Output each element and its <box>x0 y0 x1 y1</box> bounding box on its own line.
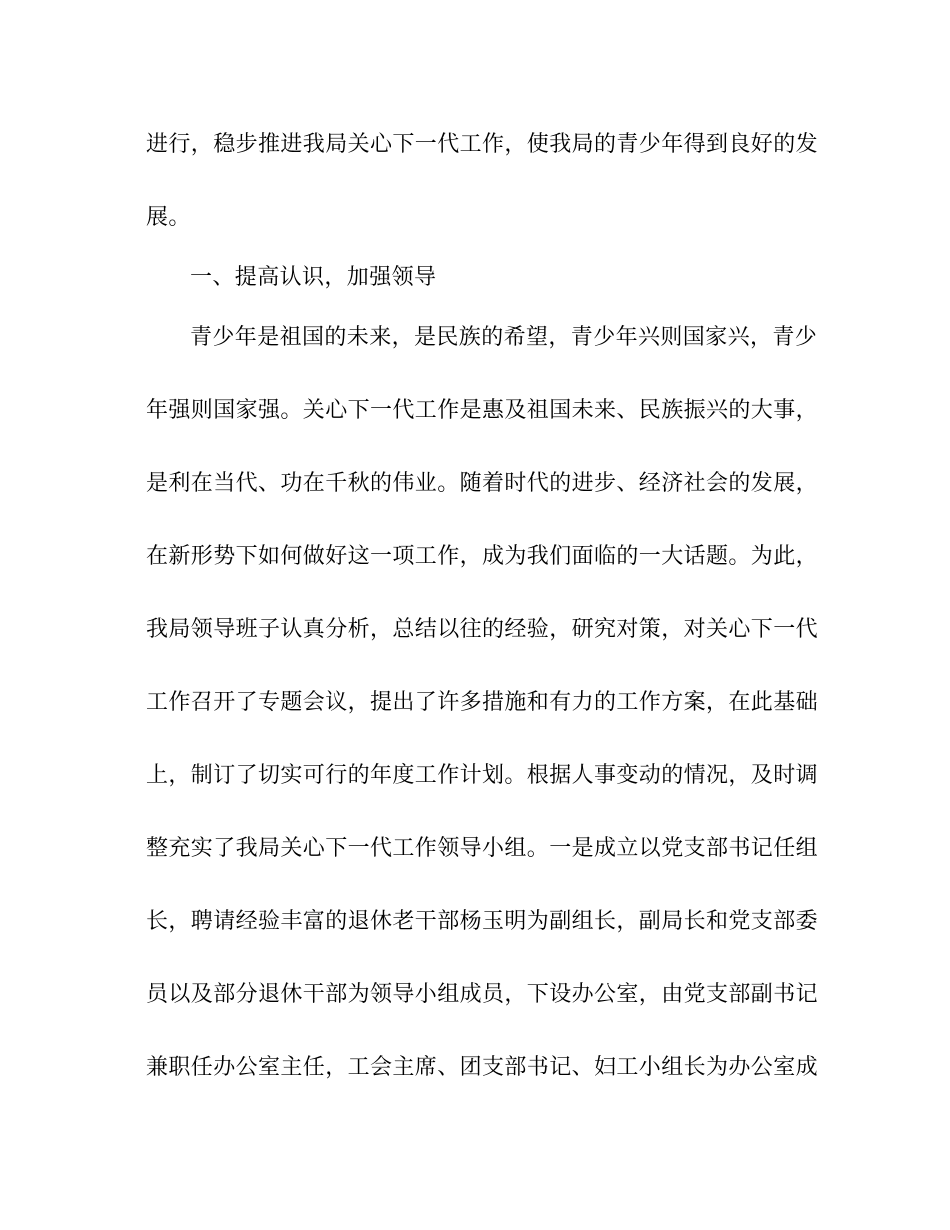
paragraph-line-6: 在新形势下如何做好这一项工作，成为我们面临的一大话题。为此， <box>146 544 819 569</box>
paragraph-line-1: 进行，稳步推进我局关心下一代工作，使我局的青少年得到良好的发 <box>146 132 819 157</box>
paragraph-line-7: 我局领导班子认真分析，总结以往的经验，研究对策，对关心下一代 <box>146 617 819 642</box>
paragraph-line-9: 上，制订了切实可行的年度工作计划。根据人事变动的情况，及时调 <box>146 763 819 788</box>
paragraph-line-10: 整充实了我局关心下一代工作领导小组。一是成立以党支部书记任组 <box>146 836 819 861</box>
paragraph-line-12: 员以及部分退休干部为领导小组成员，下设办公室，由党支部副书记 <box>146 982 819 1007</box>
paragraph-line-11: 长，聘请经验丰富的退休老干部杨玉明为副组长，副局长和党支部委 <box>146 909 819 934</box>
paragraph-line-5: 是利在当代、功在千秋的伟业。随着时代的进步、经济社会的发展， <box>146 471 819 496</box>
paragraph-line-8: 工作召开了专题会议，提出了许多措施和有力的工作方案，在此基础 <box>146 690 819 715</box>
paragraph-line-3: 青少年是祖国的未来，是民族的希望，青少年兴则国家兴，青少 <box>190 325 818 350</box>
paragraph-line-13: 兼职任办公室主任，工会主席、团支部书记、妇工小组长为办公室成 <box>146 1055 819 1080</box>
paragraph-line-4: 年强则国家强。关心下一代工作是惠及祖国未来、民族振兴的大事， <box>146 398 819 423</box>
paragraph-line-2: 展。 <box>146 205 191 230</box>
section-heading: 一、提高认识，加强领导 <box>190 265 437 290</box>
